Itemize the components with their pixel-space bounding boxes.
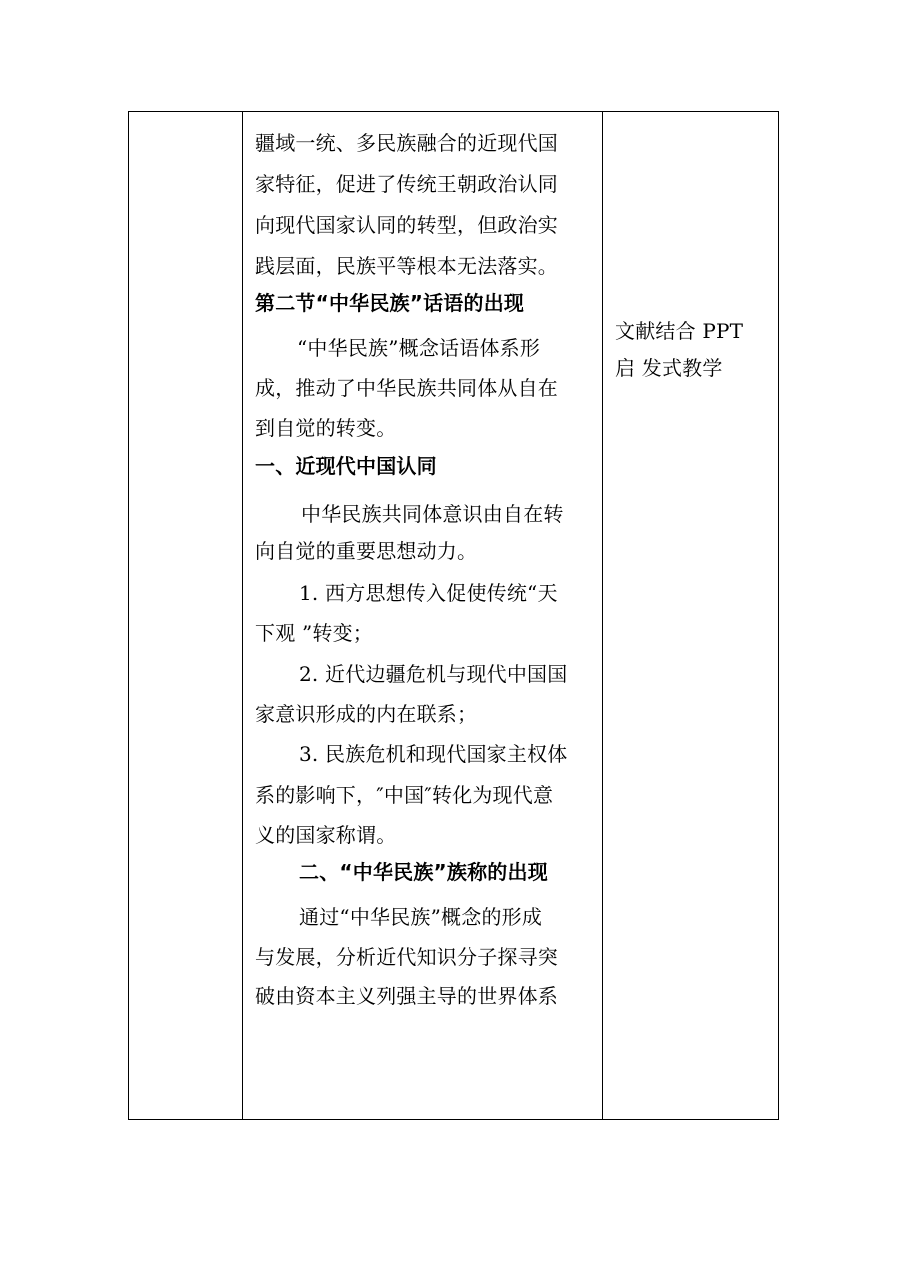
subheading-1: 一、近现代中国认同: [255, 454, 437, 478]
content-cell: [243, 112, 602, 1119]
lesson-plan-table: [128, 111, 779, 1120]
list-item-2: 2. 近代边疆危机与现代中国国: [299, 662, 568, 686]
list-item-2-cont: 家意识形成的内在联系；: [255, 702, 478, 726]
subheading-2: 二、“中华民族”族称的出现: [299, 860, 548, 884]
method-line-2: 启 发式教学: [615, 356, 723, 380]
list-item-1-cont: 下观 ”转变；: [255, 621, 373, 645]
list-item-3-end: 义的国家称谓。: [255, 823, 397, 847]
section-heading-2: 第二节“中华民族”话语的出现: [255, 291, 525, 315]
content-line-20: 通过“中华民族”概念的形成: [299, 905, 543, 929]
content-line-2: 家特征，促进了传统王朝政治认同: [255, 172, 558, 196]
content-line-21: 与发展，分析近代知识分子探寻突: [255, 945, 558, 969]
content-line-22: 破由资本主义列强主导的世界体系: [255, 984, 558, 1008]
content-line-7: 成，推动了中华民族共同体从自在: [255, 376, 558, 400]
content-line-4: 践层面，民族平等根本无法落实。: [255, 254, 558, 278]
content-line-11: 向自觉的重要思想动力。: [255, 539, 478, 563]
list-item-3: 3. 民族危机和现代国家主权体: [299, 742, 568, 766]
list-item-1: 1. 西方思想传入促使传统“天: [299, 581, 558, 605]
method-line-1: 文献结合 PPT: [615, 319, 744, 343]
content-line-6: “中华民族”概念话语体系形: [297, 336, 541, 360]
method-cell: [603, 112, 778, 1119]
content-line-1: 疆域一统、多民族融合的近现代国: [255, 131, 558, 155]
list-item-3-cont: 系的影响下，″中国″转化为现代意: [255, 783, 554, 807]
content-line-8: 到自觉的转变。: [255, 416, 397, 440]
content-line-10: 中华民族共同体意识由自在转: [301, 502, 564, 526]
content-line-3: 向现代国家认同的转型，但政治实: [255, 213, 558, 237]
